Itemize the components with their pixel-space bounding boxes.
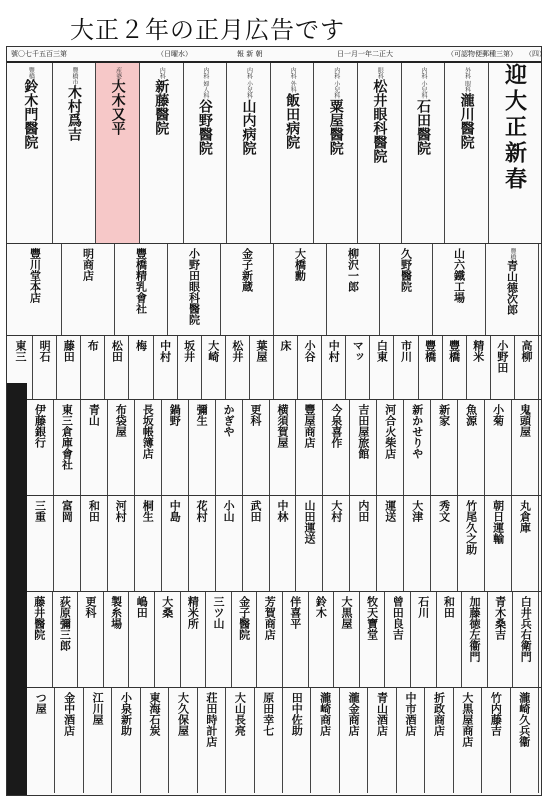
ad-cell — [445, 63, 489, 243]
ad-cell — [431, 496, 458, 591]
ad-name: 小泉新助 — [119, 692, 133, 736]
ad-cell — [84, 688, 112, 793]
ad-cell — [377, 496, 404, 591]
ad-name: 竹内藤吉 — [489, 692, 503, 736]
ad-cell — [169, 688, 197, 793]
ad-cell — [141, 688, 169, 793]
ad-name: 丸倉庫 — [518, 500, 532, 533]
ad-cell — [380, 244, 433, 335]
ad-name: 大木又平 — [109, 79, 126, 135]
ad-cell — [454, 688, 482, 793]
ad-name: 鈴木 — [314, 596, 328, 618]
ad-cell — [53, 592, 79, 687]
ad-cell — [437, 592, 463, 687]
ad-cell — [53, 63, 97, 243]
ad-name: 瀧川醫院 — [458, 92, 475, 149]
ad-name: 大久保屋 — [176, 692, 190, 736]
ad-name: つ屋 — [34, 692, 48, 714]
ad-name: 花村 — [195, 500, 209, 522]
ad-name: 河合火柴店 — [383, 404, 397, 459]
ad-cell — [283, 592, 309, 687]
ad-cell — [274, 244, 327, 335]
ad-subtitle: 産婆 — [114, 67, 122, 79]
ad-name: 大山長亮 — [233, 692, 247, 736]
ad-cell — [181, 592, 207, 687]
ad-cell — [104, 592, 130, 687]
ad-cell — [202, 336, 226, 399]
ad-subtitle: 内科 — [158, 67, 166, 79]
ad-cell — [154, 336, 178, 399]
issue-number: 號〇七千五百三第 — [11, 50, 67, 58]
ad-cell — [232, 592, 258, 687]
ad-name: 伴喜平 — [288, 596, 302, 629]
ad-cell — [168, 244, 221, 335]
ad-name: 三重 — [33, 500, 47, 522]
ad-cell — [402, 63, 446, 243]
ad-name: 青山酒店 — [375, 692, 389, 736]
ad-cell — [257, 592, 283, 687]
ad-cell — [206, 592, 232, 687]
ad-cell — [189, 496, 216, 591]
ad-name: 朝日運輸 — [491, 500, 505, 544]
ad-name: 魚源 — [464, 404, 478, 426]
ad-name: 牧天寶堂 — [365, 596, 379, 640]
ad-name: 秀文 — [437, 500, 451, 522]
ad-cell — [296, 400, 323, 495]
ad-name: 松井 — [230, 340, 244, 362]
ad-cell — [140, 63, 184, 243]
ad-cell — [458, 400, 485, 495]
ad-name: 荘田時計店 — [204, 692, 218, 747]
ad-cell — [57, 336, 81, 399]
ad-subtitle: 内科 婦人科 — [201, 67, 209, 99]
ad-cell — [274, 336, 298, 399]
ad-name: 精米 — [471, 340, 485, 362]
ad-cell — [226, 336, 250, 399]
paper-name: 報 新 朝 — [237, 50, 263, 58]
ad-name: 小野田眼科醫院 — [187, 248, 201, 325]
ad-cell — [515, 336, 539, 399]
ad-cell — [486, 244, 539, 335]
ad-name: 布 — [86, 340, 100, 351]
ad-name: 大黒屋商店 — [460, 692, 474, 747]
page-number: （四） — [525, 50, 546, 58]
ad-name: 横須賀屋 — [275, 404, 289, 448]
dark-side-strip — [7, 383, 27, 795]
ad-name: 江川屋 — [91, 692, 105, 725]
ad-cell — [296, 496, 323, 591]
ad-cell — [323, 400, 350, 495]
ad-name: マッ — [351, 340, 365, 362]
ad-cell — [27, 688, 55, 793]
ad-cell — [81, 336, 105, 399]
ad-name: 竹尾久之助 — [464, 500, 478, 555]
ad-cell — [112, 688, 140, 793]
ad-name: 粟屋醫院 — [327, 98, 344, 155]
ad-name: 小谷 — [303, 340, 317, 362]
ad-cell — [314, 63, 358, 243]
ad-cell — [96, 63, 140, 243]
ad-name: 葉屋 — [254, 340, 268, 362]
ad-name: 中林 — [275, 500, 289, 522]
ad-name: 内田 — [356, 500, 370, 522]
ad-name: 豐川堂本店 — [28, 248, 42, 303]
ad-cell — [467, 336, 491, 399]
ad-cell — [135, 496, 162, 591]
issue-date: 日一月一年二正大 — [337, 50, 393, 58]
ad-name: 大橋勳 — [293, 248, 307, 281]
ad-name: 豐橋 — [423, 340, 437, 362]
ad-name: 白東 — [375, 340, 389, 362]
ad-name: 鍋野 — [168, 404, 182, 426]
ad-name: 今泉喜作 — [329, 404, 343, 448]
ad-subtitle: 内科 外科 — [289, 67, 297, 93]
ad-cell — [283, 688, 311, 793]
ad-cell — [368, 688, 396, 793]
ad-name: 青山德次郎 — [505, 260, 519, 315]
ad-cell — [9, 63, 53, 243]
ad-cell — [33, 336, 57, 399]
ad-cell — [350, 496, 377, 591]
ad-name: 大崎 — [206, 340, 220, 362]
ad-cell — [350, 400, 377, 495]
ad-cell — [513, 592, 539, 687]
ad-cell — [54, 400, 81, 495]
ad-name: 金子新蔵 — [240, 248, 254, 292]
ad-name: 大黒屋 — [339, 596, 353, 629]
ad-cell — [419, 336, 443, 399]
ad-name: 布袋屋 — [114, 404, 128, 437]
ad-name: 原田幸七 — [261, 692, 275, 736]
ad-name: 鈴木門醫院 — [22, 79, 39, 149]
ad-cell — [216, 400, 243, 495]
ad-name: 明石 — [38, 340, 52, 362]
ad-cell — [488, 592, 514, 687]
ad-name: 梅 — [134, 340, 148, 351]
ad-cell — [78, 592, 104, 687]
ad-cell — [298, 336, 322, 399]
headline-title: 大正２年の正月広告です — [70, 16, 345, 44]
ad-name: 青木桑吉 — [493, 596, 507, 640]
ad-name: 山田運送 — [302, 500, 316, 544]
ad-name: 藤井醫院 — [32, 596, 46, 640]
ad-name: 新藤醫院 — [153, 79, 170, 135]
ad-name: 明商店 — [81, 248, 95, 281]
ad-cell — [189, 400, 216, 495]
ad-cell — [184, 63, 228, 243]
ad-name: 瀧崎久兵衞 — [517, 692, 531, 747]
ad-cell — [323, 496, 350, 591]
newspaper-page — [6, 46, 546, 796]
ad-subtitle: 内科 小兒科 — [332, 67, 340, 99]
ad-name: 武田 — [249, 500, 263, 522]
ad-name: 柳沢一郎 — [346, 248, 360, 292]
ad-name: 藤田 — [62, 340, 76, 362]
ad-name: 田中佐助 — [290, 692, 304, 736]
postal-note: （可認物便郵種三第） — [447, 50, 517, 58]
ad-name: 伊藤銀行 — [33, 404, 47, 448]
ad-cell — [9, 244, 62, 335]
ad-subtitle: 眼科 — [376, 67, 384, 79]
ad-cell — [198, 688, 226, 793]
ad-name: 小山 — [222, 500, 236, 522]
ad-cell — [27, 496, 54, 591]
ad-cell — [108, 496, 135, 591]
ad-name: 和田 — [442, 596, 456, 618]
ad-name: 高柳 — [519, 340, 533, 362]
ad-cell — [397, 688, 425, 793]
ad-cell — [394, 336, 418, 399]
ad-cell — [155, 592, 181, 687]
ad-cell — [385, 592, 411, 687]
ad-cell — [482, 688, 510, 793]
ad-cell — [178, 336, 202, 399]
ad-name: 小野田 — [495, 340, 509, 373]
ad-name: 運送 — [383, 500, 397, 522]
ad-cell — [334, 592, 360, 687]
ad-cell — [433, 244, 486, 335]
ad-name: 小菊 — [491, 404, 505, 426]
ad-cell — [431, 400, 458, 495]
ad-name: 富岡 — [60, 500, 74, 522]
ad-name: 松井眼科醫院 — [371, 79, 388, 163]
ad-cell — [511, 688, 539, 793]
ad-name: 加藤徳左衞門 — [467, 596, 481, 662]
ad-name: 中島 — [168, 500, 182, 522]
ad-cell — [250, 336, 274, 399]
ad-name: 瀧崎商店 — [318, 692, 332, 736]
ad-cell — [512, 496, 539, 591]
ad-name: 折政商店 — [432, 692, 446, 736]
ad-subtitle: 豐橋 — [27, 67, 35, 79]
ad-name: 飯田病院 — [284, 92, 301, 149]
ad-name: 大津 — [410, 500, 424, 522]
ad-name: 山内病院 — [240, 98, 257, 155]
ad-cell — [129, 336, 153, 399]
ad-name: かぎや — [222, 404, 236, 437]
ad-name: 東海石炭 — [147, 692, 161, 736]
ad-name: 市川 — [399, 340, 413, 362]
ad-cell — [55, 688, 83, 793]
ad-cell — [327, 244, 380, 335]
ad-name: 豐橋精乳會社 — [134, 248, 148, 314]
ad-name: 石田醫院 — [415, 98, 432, 155]
ad-subtitle: 外科 眼科 — [463, 67, 471, 93]
ad-cell — [221, 244, 274, 335]
ad-name: 鬼頭屋 — [518, 404, 532, 437]
ad-cell — [322, 336, 346, 399]
ad-name: 更科 — [83, 596, 97, 618]
ad-name: 久野醫院 — [399, 248, 413, 292]
ad-cell — [81, 496, 108, 591]
ad-name: 中市酒店 — [403, 692, 417, 736]
ad-cell — [411, 592, 437, 687]
weekday: （日曜水） — [157, 50, 192, 58]
ad-cell — [115, 244, 168, 335]
ad-cell — [27, 400, 54, 495]
ad-cell — [360, 592, 386, 687]
ad-subtitle: 内科 小兒科 — [420, 67, 428, 99]
ad-cell — [309, 592, 335, 687]
ad-cell — [108, 400, 135, 495]
ad-name: 床 — [279, 340, 293, 351]
ad-cell — [27, 592, 53, 687]
ad-cell — [255, 688, 283, 793]
ad-name: 中村 — [158, 340, 172, 362]
ad-name: 東三 — [14, 340, 28, 362]
ad-cell — [346, 336, 370, 399]
ad-cell — [243, 496, 270, 591]
ad-cell — [135, 400, 162, 495]
ad-name: 青山 — [87, 404, 101, 426]
ad-cell — [129, 592, 155, 687]
ad-cell — [358, 63, 402, 243]
ad-cell — [458, 496, 485, 591]
ad-cell — [462, 592, 488, 687]
ad-name: 金子醫院 — [237, 596, 251, 640]
ad-name: 大桑 — [160, 596, 174, 618]
ad-name: 金中酒店 — [62, 692, 76, 736]
ad-cell — [404, 496, 431, 591]
ad-name: 芳賀商店 — [263, 596, 277, 640]
ad-subtitle: 豐橋 — [509, 248, 516, 260]
ad-name: 白井兵右衛門 — [519, 596, 533, 662]
ad-cell — [54, 496, 81, 591]
ad-name: 東三倉庫會社 — [60, 404, 74, 470]
ad-name: 石川 — [416, 596, 430, 618]
ad-name: 荻原彌三郎 — [58, 596, 72, 651]
ad-cell — [270, 400, 297, 495]
ad-cell — [162, 400, 189, 495]
ad-cell — [425, 688, 453, 793]
ad-cell — [216, 496, 243, 591]
ad-name: 和田 — [87, 500, 101, 522]
ad-name: 製糸場 — [109, 596, 123, 629]
ad-cell — [62, 244, 115, 335]
ad-name: 山六鐵工場 — [452, 248, 466, 303]
ad-name: 豐橋 — [447, 340, 461, 362]
ad-name: 新かせりや — [410, 404, 424, 459]
ad-cell — [377, 400, 404, 495]
ad-cell — [491, 336, 515, 399]
ad-name: 豐屋商店 — [302, 404, 316, 448]
ad-name: 中村 — [327, 340, 341, 362]
ad-name: 新家 — [437, 404, 451, 426]
masthead-strip — [7, 47, 546, 63]
ad-cell — [370, 336, 394, 399]
ad-cell — [271, 63, 315, 243]
ad-name: 彌生 — [195, 404, 209, 426]
ad-name: 坂井 — [182, 340, 196, 362]
ad-cell — [404, 400, 431, 495]
ad-cell — [162, 496, 189, 591]
ad-cell — [105, 336, 129, 399]
ad-name: 精米所 — [186, 596, 200, 629]
ad-cell — [340, 688, 368, 793]
ad-name: 谷野醫院 — [196, 98, 213, 155]
ad-cell — [485, 400, 512, 495]
ad-name: 松田 — [110, 340, 124, 362]
ad-name: 河村 — [114, 500, 128, 522]
ad-cell — [81, 400, 108, 495]
ad-cell — [270, 496, 297, 591]
ad-name: 三ツ山 — [211, 596, 225, 629]
ad-cell — [443, 336, 467, 399]
ad-cell — [226, 688, 254, 793]
ad-subtitle: 内科 小兒科 — [245, 67, 253, 99]
ad-name: 長坂帳簿店 — [141, 404, 155, 459]
ad-cell — [311, 688, 339, 793]
new-year-banner — [491, 63, 539, 243]
ad-cell — [227, 63, 271, 243]
ad-name: 吉田屋旅館 — [356, 404, 370, 459]
ad-name: 桐生 — [141, 500, 155, 522]
ad-name: 更科 — [249, 404, 263, 426]
banner-text: 迎大正新春 — [501, 63, 528, 193]
ad-name: 木村爲吉 — [65, 85, 82, 141]
ad-cell — [243, 400, 270, 495]
ad-name: 瀧金商店 — [347, 692, 361, 736]
ad-name: 大村 — [329, 500, 343, 522]
ad-name: 曾田良吉 — [391, 596, 405, 640]
ad-cell — [485, 496, 512, 591]
ad-subtitle: 豐橋市 — [70, 67, 78, 85]
ad-name: 嶋田 — [135, 596, 149, 618]
ad-cell — [512, 400, 539, 495]
